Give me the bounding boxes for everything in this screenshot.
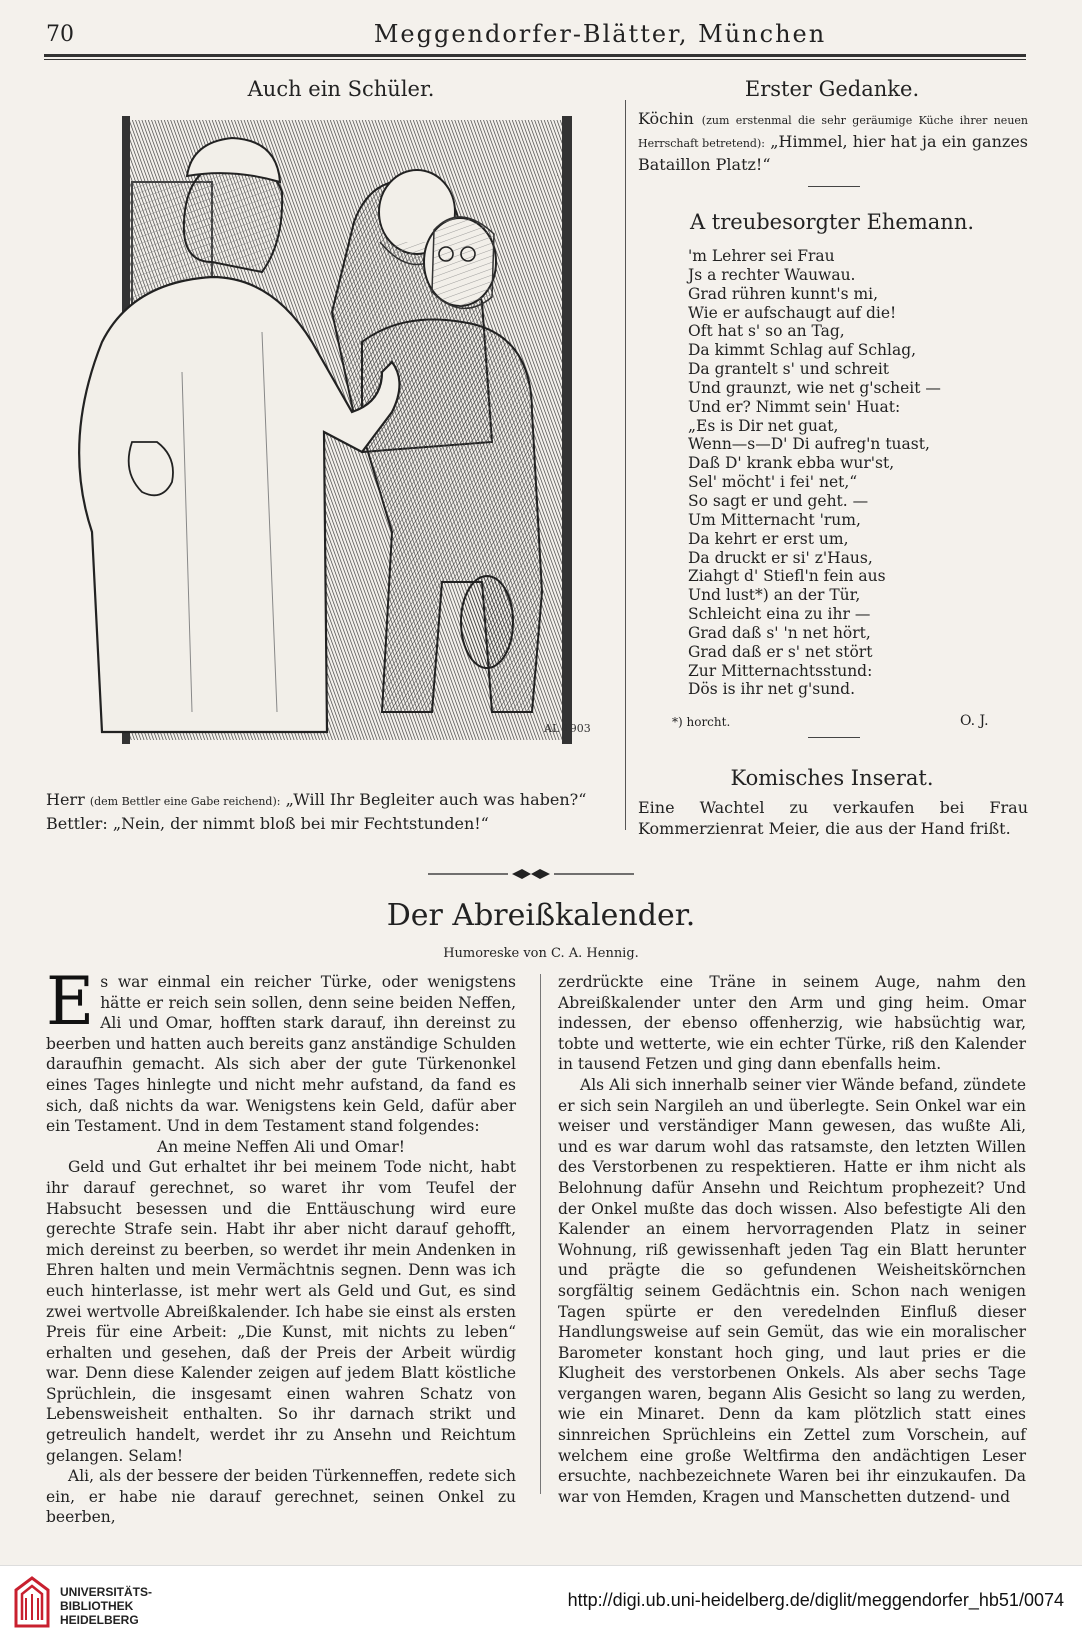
erster-gedanke-text: Köchin (zum erstenmal die sehr geräumige Küche ihrer neuen Herrschaft betretend): „Himmel, hier hat ja ein ganzes Bataillon Platz!“ bbox=[638, 109, 1029, 174]
university-library-logo[interactable] bbox=[12, 1576, 52, 1630]
poem-signature: O. J. bbox=[960, 713, 989, 729]
poem-line: Sel' möcht' i fei' net,“ bbox=[688, 473, 858, 492]
poem-line: Und lust*) an der Tür, bbox=[688, 586, 861, 605]
poem-line: Da grantelt s' und schreit bbox=[688, 360, 890, 379]
story-byline: Humoreske von C. A. Hennig. bbox=[443, 946, 639, 961]
poem-line: Um Mitternacht 'rum, bbox=[688, 510, 861, 529]
poem-line: Grad daß er s' net stört bbox=[688, 642, 873, 661]
poem-line: Zur Mitternachtsstund: bbox=[688, 661, 873, 680]
story-paragraph: zerdrückte eine Träne in seinem Auge, nahm den Abreißkalender unter den Arm und ging heim. Omar indessen, der ebenso offenherzig, wie habsüchtig war, tobte und wetterte, wie ein echter Türke, riß den Kalender in tausend Fetzen und ging dann ebenfalls heim. bbox=[558, 973, 1026, 1074]
story-paragraph: Ali, als der bessere der beiden Türkenneffen, redete sich ein, er habe nie darauf gerechnet, seinen Onkel zu beerben, bbox=[46, 1467, 516, 1527]
caption-line-1: Herr (dem Bettler eine Gabe reichend): „Will Ihr Begleiter auch was haben?“ bbox=[46, 790, 587, 809]
column-divider bbox=[625, 100, 626, 830]
poem-line: Oft hat s' so an Tag, bbox=[688, 322, 845, 341]
poem-line: Da kimmt Schlag auf Schlag, bbox=[688, 341, 917, 360]
beggar-hat bbox=[461, 576, 513, 668]
running-title: Meggendorfer-Blätter, München bbox=[373, 20, 827, 48]
story-paragraph: An meine Neffen Ali und Omar! bbox=[157, 1137, 405, 1156]
story-paragraph: Geld und Gut erhaltet ihr bei meinem Tode nicht, habt ihr darauf gerechnet, so waret ihr vom Teufel der Habsucht besessen und die Enttäuschung wird eure gerechte Strafe sein. Habt ihr aber nicht darauf gehofft, mich dereinst zu beerben, so werdet ihr mein Andenken in Ehren halten und mein Vermächtnis segnen. Denn was ich euch hinterlasse, ist mehr wert als Geld und Gut, es sind zwei wertvolle Abreißkalender. Ich habe sie einst als ersten Preis für eine Arbeit: „Die Kunst, mit nichts zu leben“ erhalten und gesehen, daß der Preis der Arbeit würdig war. Denn diese Kalender zeigen auf jedem Blatt köstliche Sprüchlein, die insgesamt einen wahren Schatz von Lebensweisheit enthalten. So ihr darnach strikt und getreulich handelt, werdet ihr zu Ansehn und Reichtum gelangen. Selam! bbox=[46, 1158, 516, 1465]
story-column-right bbox=[558, 972, 1026, 1507]
poem-line: Und er? Nimmt sein' Huat: bbox=[688, 397, 901, 416]
inserat-title: Komisches Inserat. bbox=[730, 766, 934, 790]
story-paragraph: Als Ali sich innerhalb seiner vier Wände befand, zündete er sich sein Nargileh an und überlegte. Sein Onkel war ein weiser und verständiger Mann gewesen, das wußte Ali, und es war darum wohl das ratsamste, den letzten Willen des Verstorbenen zu respektieren. Hatte er ihm nicht als Belohnung dafür Ansehn und Reichtum prophezeit? Und der Onkel mußte das doch wissen. Also befestigte Ali den Kalender an einem hervorragenden Platz in seiner Wohnung, riß gewissenhaft jeden Tag ein Blatt herunter und prägte die so gefundenen Weisheitskörnchen sorgfältig seinem Gedächtnis ein. Schon nach wenigen Tagen spürte er den veredelnden Einfluß dieser Handlungsweise auf sein Gemüt, das wie ein moralischer Barometer konstant hoch ging, und laut pries er die Klugheit des verstorbenen Onkels. Als aber sechs Tage vergangen waren, begann Alis Gesicht so lang zu werden, wie ein Minaret. Denn da kam plötzlich statt eines sinnreichen Sprüchleins ein Zettel zum Vorschein, auf welchem eine große Weltfirma den andächtigen Leser ersuchte, nachbezeichnete Waren bei ihr einzukaufen. Da war von Hemden, Kragen und Manschetten dutzend- und bbox=[558, 1075, 1026, 1506]
poem-line: Schleicht eina zu ihr — bbox=[688, 605, 871, 624]
ornament-divider bbox=[428, 868, 634, 880]
poem bbox=[688, 247, 1018, 699]
poem-line: Js a rechter Wauwau. bbox=[688, 265, 856, 284]
poem-line: Da kehrt er erst um, bbox=[688, 529, 849, 548]
artist-mark: AL 1903 bbox=[544, 722, 591, 735]
library-footer bbox=[0, 1565, 1082, 1643]
cartoon-caption bbox=[46, 789, 626, 835]
poem-line: Wenn—s—D' Di aufreg'n tuast, bbox=[688, 435, 930, 454]
library-name: UNIVERSITÄTS- BIBLIOTHEK HEIDELBERG bbox=[60, 1585, 153, 1627]
page-number: 70 bbox=[46, 22, 74, 47]
story-column-left bbox=[46, 963, 516, 1528]
poem-line: Grad daß s' 'n net hört, bbox=[688, 623, 871, 642]
poem-line: Dös is ihr net g'sund. bbox=[688, 680, 856, 699]
poem-line: Daß D' krank ebba wur'st, bbox=[688, 454, 895, 473]
poem-line: Ziahgt d' Stiefl'n fein aus bbox=[688, 567, 886, 586]
section-rule bbox=[808, 186, 860, 187]
poem-line: Und graunzt, wie net g'scheit — bbox=[688, 378, 941, 397]
poem-line: Da druckt er si' z'Haus, bbox=[688, 548, 873, 567]
story-paragraph: Es war einmal ein reicher Türke, oder wenigstens hätte er reich sein sollen, denn seine beiden Neffen, Ali und Omar, hofften stark darauf, ihn dereinst zu beerben und hatten auch bereits ganz anständige Schulden daraufhin gemacht. Als sich aber der gute Türkenonkel eines Tages hinlegte und nicht mehr aufstand, da fand es sich, daß nichts da war. Wenigstens kein Geld, dafür aber ein Testament. Und in dem Testament stand folgendes: bbox=[46, 963, 516, 1136]
caption-line-2: Bettler: „Nein, der nimmt bloß bei mir Fechtstunden!“ bbox=[46, 814, 489, 833]
poem-line: 'm Lehrer sei Frau bbox=[688, 247, 835, 265]
poem-line: Grad rühren kunnt's mi, bbox=[688, 284, 879, 303]
drop-cap: E bbox=[46, 963, 95, 1040]
section-rule bbox=[808, 737, 860, 738]
permalink-url[interactable]: http://digi.ub.uni-heidelberg.de/diglit/meggendorfer_hb51/0074 bbox=[567, 1590, 1064, 1610]
poem-line: „Es is Dir net guat, bbox=[688, 416, 839, 435]
erster-gedanke-title: Erster Gedanke. bbox=[744, 77, 920, 101]
cartoon-title: Auch ein Schüler. bbox=[247, 77, 435, 101]
story-column-divider bbox=[540, 974, 541, 1494]
story-title: Der Abreißkalender. bbox=[386, 898, 696, 933]
header-rule-thin bbox=[44, 59, 1026, 60]
poem-line: Wie er aufschaugt auf die! bbox=[688, 303, 897, 322]
inserat-text: Eine Wachtel zu verkaufen bei Frau Kommerzienrat Meier, die aus der Hand frißt. bbox=[638, 798, 1028, 838]
poem-line: So sagt er und geht. — bbox=[688, 491, 869, 510]
cartoon-illustration bbox=[62, 112, 620, 772]
poem-title: A treubesorgter Ehemann. bbox=[689, 210, 975, 234]
poem-footnote: *) horcht. bbox=[672, 715, 731, 729]
header-rule bbox=[44, 54, 1026, 57]
